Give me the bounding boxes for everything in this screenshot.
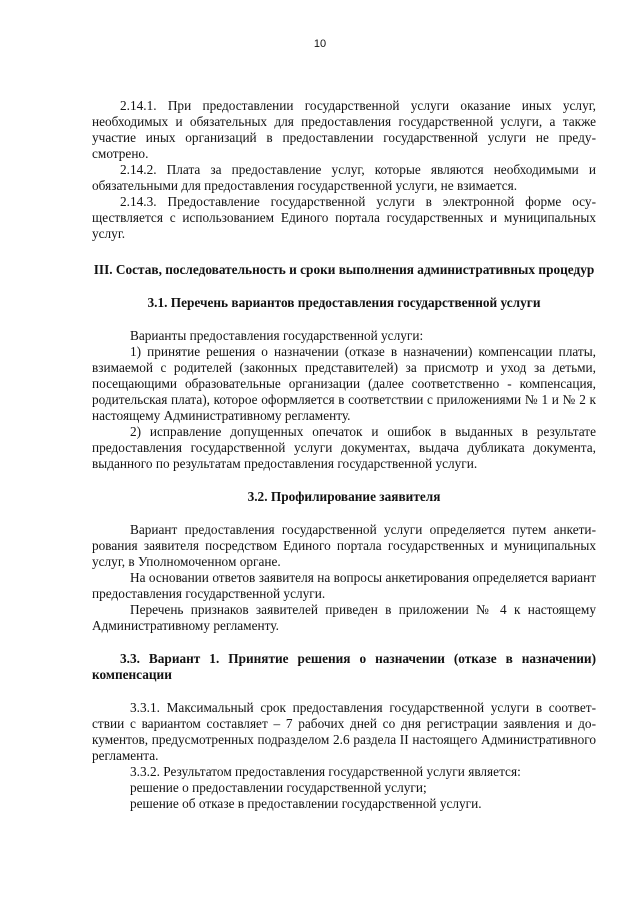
paragraph-2-14-3: 2.14.3. Предоставление государственной услуги в электронной форме осуществляется с использованием Единого портала государственных и муниципальных услуг. <box>92 194 596 241</box>
subsection-3-3-heading: 3.3. Вариант 1. Принятие решения о назначении (отказе в назначении) компенсации <box>92 651 596 682</box>
paragraph-variants-intro: Варианты предоставления государственной услуги: <box>130 328 424 343</box>
paragraph-variant-1: 1) принятие решения о назначении (отказе в назначении) компенсации платы, взимаемой с родителей (законных представителей) за присмотр и уход за детьми, посещающими образовательные организации (далее соответственно - компенсация, родительская плата), которое оформляется в соответствии с приложениями № 1 и № 2 к настоящему Административному регламенту. <box>92 344 596 423</box>
paragraph-3-3-1: 3.3.1. Максимальный срок предоставления государственной услуги в соответствии с вариантом составляет – 7 рабочих дней со дня регистрации заявления и документов, предусмотренных подразделом 2.6 раздела II настоящего Административного регламента. <box>92 700 596 763</box>
paragraph-3-3-2-a: решение о предоставлении государственной услуги; <box>130 780 427 795</box>
subsection-3-1-heading: 3.1. Перечень вариантов предоставления государственной услуги <box>147 295 541 310</box>
paragraph-2-14-1: 2.14.1. При предоставлении государственной услуги оказание иных услуг, необходимых и обязательных для предоставления государственной услуги, а также участие иных организаций в предоставлении государственной услуги не предусмотрено. <box>92 98 596 161</box>
subsection-3-2-heading: 3.2. Профилирование заявителя <box>247 489 441 504</box>
paragraph-3-2-b: На основании ответов заявителя на вопросы анкетирования определяется вариант предоставления государственной услуги. <box>92 570 596 601</box>
paragraph-3-2-c: Перечень признаков заявителей приведен в приложении № 4 к настоящему Административному регламенту. <box>92 602 596 633</box>
paragraph-3-2-a: Вариант предоставления государственной услуги определяется путем анкетирования заявителя посредством Единого портала государственных и муниципальных услуг, в Уполномоченном органе. <box>92 522 596 569</box>
paragraph-3-3-2-b: решение об отказе в предоставлении государственной услуги. <box>130 796 482 811</box>
section-3-heading: III. Состав, последовательность и сроки выполнения административных процедур <box>93 262 595 277</box>
document-body <box>92 98 596 812</box>
page-number: 10 <box>313 38 327 50</box>
paragraph-variant-2: 2) исправление допущенных опечаток и ошибок в выданных в результате предоставления государственной услуги документах, выдача дубликата документа, выданного по результатам предоставления государственной услуги. <box>92 424 596 471</box>
paragraph-3-3-2: 3.3.2. Результатом предоставления государственной услуги является: <box>130 764 521 779</box>
paragraph-2-14-2: 2.14.2. Плата за предоставление услуг, которые являются необходимыми и обязательными для предоставления государственной услуги, не взимается. <box>92 162 596 193</box>
